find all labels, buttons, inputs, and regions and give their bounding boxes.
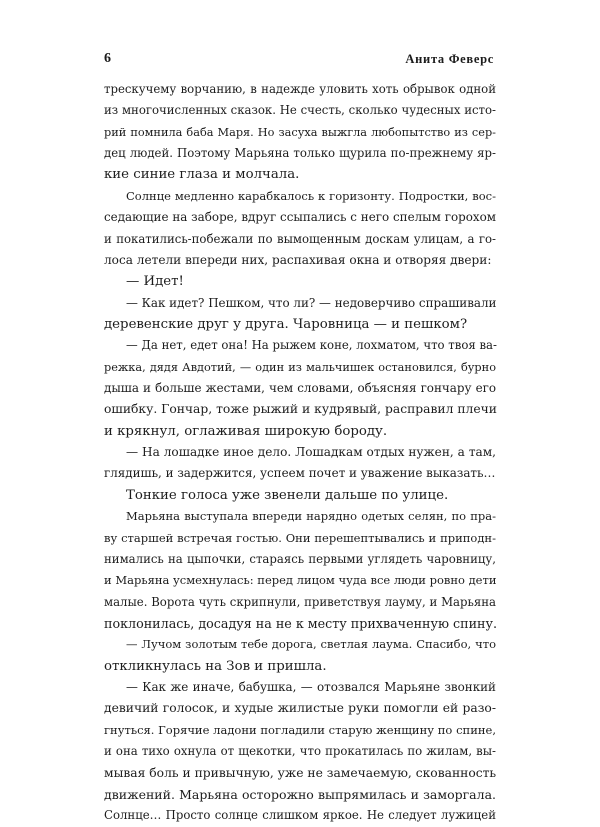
text-line: — Как же иначе, бабушка, — отозвался Марьяне звонкий xyxy=(126,680,496,695)
text-line: и она тихо охнула от щекотки, что прокатилась по жилам, вы- xyxy=(104,744,496,759)
text-line: деревенские друг у друга. Чаровница — и пешком? xyxy=(104,316,468,332)
text-line: дец людей. Поэтому Марьяна только щурила по-прежнему яр- xyxy=(104,146,496,161)
page-header xyxy=(0,48,600,70)
text-line: трескучему ворчанию, в надежде уловить хоть обрывок одной xyxy=(104,82,496,96)
text-line: Марьяна выступала впереди нарядно одетых селян, по пра- xyxy=(126,509,496,524)
text-line: нимались на цыпочки, стараясь первыми углядеть чаровницу, xyxy=(104,551,496,566)
page-number: 6 xyxy=(104,51,111,66)
text-line: и покатились-побежали по вымощенным доскам улицам, а го- xyxy=(104,231,496,246)
text-line: движений. Марьяна осторожно выпрямилась и заморгала. xyxy=(104,786,496,802)
text-line: — Идет! xyxy=(126,274,184,290)
text-line: поклонилась, досадуя на не к месту прихваченную спину. xyxy=(104,615,498,631)
text-line: — Да нет, едет она! На рыжем коне, лохматом, что твоя ва- xyxy=(126,338,497,353)
text-line: малые. Ворота чуть скрипнули, приветствуя лауму, и Марьяна xyxy=(104,594,496,609)
text-line: и Марьяна усмехнулась: перед лицом чуда все люди ровно дети xyxy=(104,573,497,588)
text-line: ошибку. Гончар, тоже рыжий и кудрявый, расправил плечи xyxy=(104,402,497,417)
text-line: глядишь, и задержится, успеем почет и уважение выказать… xyxy=(104,466,496,481)
text-line: ву старшей встречая гостью. Они перешептывались и приподн- xyxy=(104,530,496,545)
text-line: седающие на заборе, вдруг ссыпались с него спелым горохом xyxy=(104,210,496,225)
text-line: рий помнила баба Маря. Но засуха выжгла любопытство из сер- xyxy=(104,125,496,139)
text-line: — На лошадке иное дело. Лошадкам отдых нужен, а там, xyxy=(126,445,496,460)
text-line: дыша и больше жестами, чем словами, объясняя гончару его xyxy=(104,381,496,396)
text-line: мывая боль и привычную, уже не замечаемую, скованность xyxy=(104,765,497,780)
text-line: гнуться. Горячие ладони погладили старую женщину по спине, xyxy=(104,722,496,737)
text-line: Солнце медленно карабкалось к горизонту. Подростки, вос- xyxy=(126,188,496,203)
text-line: — Лучом золотым тебе дорога, светлая лаума. Спасибо, что xyxy=(126,637,496,652)
text-line: откликнулась на Зов и пришла. xyxy=(104,658,327,674)
text-line: режка, дядя Авдотий, — один из мальчишек остановился, бурно xyxy=(104,360,496,374)
text-line: из многочисленных сказок. Не счесть, сколько чудесных исто- xyxy=(104,103,496,118)
text-line: — Как идет? Пешком, что ли? — недоверчиво спрашивали xyxy=(126,295,497,310)
running-head: Анита Феверс xyxy=(405,52,494,66)
body-text xyxy=(104,79,496,827)
text-line: девичий голосок, и худые жилистые руки помогли ей разо- xyxy=(104,701,496,716)
text-line: кие синие глаза и молчала. xyxy=(104,167,300,183)
text-line: и крякнул, оглаживая широкую бороду. xyxy=(104,423,388,439)
text-line: лоса летели впереди них, распахивая окна и отворяя двери: xyxy=(104,252,492,267)
text-line: Тонкие голоса уже звенели дальше по улице. xyxy=(126,487,449,503)
text-line: Солнце… Просто солнце слишком яркое. Не следует лужицей xyxy=(104,808,496,823)
